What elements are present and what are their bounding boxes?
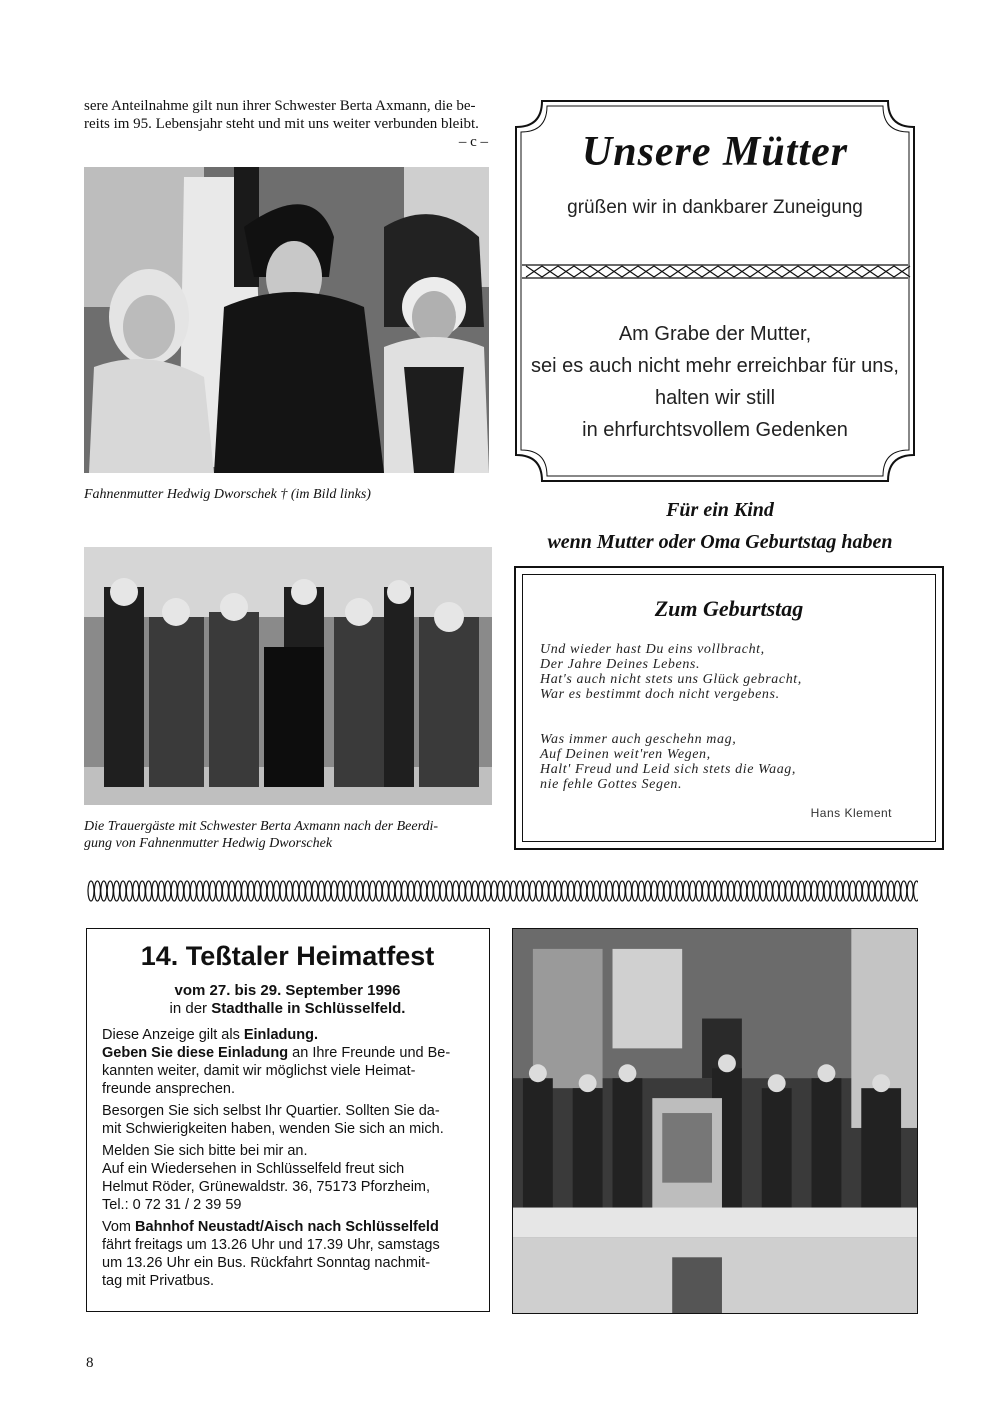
- spiral-loop: [709, 881, 715, 901]
- spiral-loop: [645, 881, 651, 901]
- spiral-loop: [862, 881, 868, 901]
- p4-line-2: Auf ein Wiedersehen in Schlüsselfeld freut sich: [102, 1161, 405, 1177]
- stanza1-line: War es bestimmt doch nicht vergebens.: [540, 687, 780, 702]
- spiral-loop: [536, 881, 542, 901]
- chain-link: [558, 266, 574, 277]
- spiral-loop: [824, 881, 830, 901]
- chain-link: [814, 266, 830, 277]
- spiral-loop: [286, 881, 292, 901]
- intro-text: [84, 97, 492, 151]
- spiral-loop: [498, 881, 504, 901]
- spiral-loop: [382, 881, 388, 901]
- spiral-loop: [453, 881, 459, 901]
- mothers-subtitle: grüßen wir in dankbarer Zuneigung: [567, 197, 863, 218]
- spiral-loop: [651, 881, 657, 901]
- stanza2-line: Halt' Freud und Leid sich stets die Waag,: [540, 762, 796, 777]
- p5-prefix: Vom: [102, 1219, 136, 1235]
- spiral-loop: [786, 881, 792, 901]
- spiral-loop: [670, 881, 676, 901]
- p5-line-2: fährt freitags um 13.26 Uhr und 17.39 Uhr, samstags: [102, 1237, 440, 1253]
- spiral-loop: [766, 881, 772, 901]
- spiral-loop: [184, 881, 190, 901]
- stanza2-line: Was immer auch geschehn mag,: [540, 732, 737, 747]
- fest-body: [102, 1026, 482, 1290]
- p2-line-2: kannten weiter, damit wir möglichst viele Heimat-: [102, 1063, 416, 1079]
- spiral-loop: [216, 881, 222, 901]
- spiral-loop: [594, 881, 600, 901]
- spiral-loop: [363, 881, 369, 901]
- spiral-loop: [741, 881, 747, 901]
- p3-line-2: mit Schwierigkeiten haben, wenden Sie sich an mich.: [102, 1121, 444, 1137]
- spiral-loop: [818, 881, 824, 901]
- spiral-loop: [747, 881, 753, 901]
- child-heading-line-1: Für ein Kind: [666, 499, 774, 521]
- birthday-stanza-2: [540, 732, 940, 792]
- spiral-loop: [101, 881, 107, 901]
- spiral-loop: [702, 881, 708, 901]
- spiral-loop: [427, 881, 433, 901]
- fest-title: 14. Teßtaler Heimatfest: [140, 941, 435, 971]
- spiral-loop: [267, 881, 273, 901]
- chain-link: [590, 266, 606, 277]
- spiral-loop: [869, 881, 875, 901]
- spiral-loop: [434, 881, 440, 901]
- spiral-loop: [178, 881, 184, 901]
- verse-line: in ehrfurchtsvollem Gedenken: [582, 419, 848, 441]
- chain-link: [654, 266, 670, 277]
- spiral-loop: [562, 881, 568, 901]
- fest-paragraph-5: [102, 1218, 482, 1290]
- p2-bold: Geben Sie diese Einladung: [102, 1045, 289, 1061]
- verse-line: halten wir still: [654, 387, 776, 409]
- spiral-loop: [306, 881, 312, 901]
- spiral-loop: [197, 881, 203, 901]
- spiral-loop: [389, 881, 395, 901]
- spiral-loop: [312, 881, 318, 901]
- spiral-loop: [146, 881, 152, 901]
- spiral-loop: [485, 881, 491, 901]
- p4-line-1: Melden Sie sich bitte bei mir an.: [102, 1143, 308, 1159]
- spiral-loop: [120, 881, 126, 901]
- author-signature: – c –: [458, 134, 488, 150]
- chain-link: [526, 266, 542, 277]
- chain-link: [670, 266, 686, 277]
- stanza1-line: Der Jahre Deines Lebens.: [540, 657, 701, 672]
- spiral-loop: [222, 881, 228, 901]
- p1-prefix: Diese Anzeige gilt als: [102, 1027, 244, 1043]
- spiral-loop: [734, 881, 740, 901]
- spiral-loop: [779, 881, 785, 901]
- spiral-loop: [837, 881, 843, 901]
- spiral-loop: [805, 881, 811, 901]
- spiral-loop: [606, 881, 612, 901]
- spiral-loop: [133, 881, 139, 901]
- spiral-loop: [523, 881, 529, 901]
- fest-venue: [87, 1000, 488, 1017]
- spiral-loop: [274, 881, 280, 901]
- spiral-loop: [754, 881, 760, 901]
- spiral-loop: [165, 881, 171, 901]
- verse-line: Am Grabe der Mutter,: [618, 323, 812, 345]
- spiral-loop: [696, 881, 702, 901]
- spiral-loop: [549, 881, 555, 901]
- spiral-loop: [446, 881, 452, 901]
- p1-bold: Einladung.: [243, 1027, 318, 1043]
- spiral-loop: [792, 881, 798, 901]
- spiral-loop: [574, 881, 580, 901]
- fest-paragraph-3: [102, 1102, 482, 1138]
- spiral-loop: [830, 881, 836, 901]
- verse-line: sei es auch nicht mehr erreichbar für uns,: [531, 355, 899, 377]
- spiral-loop: [293, 881, 299, 901]
- spiral-loop: [773, 881, 779, 901]
- spiral-loop: [331, 881, 337, 901]
- p4-line-3: Helmut Röder, Grünewaldstr. 36, 75173 Pforzheim,: [102, 1179, 431, 1195]
- spiral-loop: [126, 881, 132, 901]
- spiral-loop: [261, 881, 267, 901]
- fest-paragraph-4: [102, 1142, 482, 1214]
- spiral-loop: [254, 881, 260, 901]
- spiral-loop: [229, 881, 235, 901]
- chain-link: [574, 266, 590, 277]
- spiral-loop: [658, 881, 664, 901]
- chain-link: [702, 266, 718, 277]
- spiral-loop: [190, 881, 196, 901]
- spiral-loop: [914, 881, 918, 901]
- spiral-loop: [114, 881, 120, 901]
- fest-paragraph-1: [102, 1026, 482, 1044]
- spiral-loop: [466, 881, 472, 901]
- chain-link: [686, 266, 702, 277]
- chain-link: [542, 266, 558, 277]
- spiral-loop: [242, 881, 248, 901]
- spiral-loop: [94, 881, 100, 901]
- photo-flag-bearers: [84, 167, 489, 473]
- spiral-loop: [600, 881, 606, 901]
- spiral-loop: [139, 881, 145, 901]
- intro-line-2: reits im 95. Lebensjahr steht und mit uns weiter verbunden bleibt.: [84, 116, 479, 132]
- birthday-stanza-1: [540, 642, 940, 702]
- p2-line-3: freunde ansprechen.: [102, 1081, 236, 1097]
- chain-link: [798, 266, 814, 277]
- chain-link: [766, 266, 782, 277]
- chain-link: [878, 266, 894, 277]
- spiral-loop: [581, 881, 587, 901]
- spiral-loop: [158, 881, 164, 901]
- spiral-loop: [376, 881, 382, 901]
- spiral-loop: [504, 881, 510, 901]
- spiral-loop: [882, 881, 888, 901]
- p4-line-4: Tel.: 0 72 31 / 2 39 59: [102, 1197, 242, 1213]
- chain-link: [782, 266, 798, 277]
- chain-link: [638, 266, 654, 277]
- spiral-loop: [248, 881, 254, 901]
- chain-link: [750, 266, 766, 277]
- spiral-loop: [626, 881, 632, 901]
- spiral-loop: [395, 881, 401, 901]
- chain-link: [862, 266, 878, 277]
- spiral-loop: [613, 881, 619, 901]
- stanza2-line: nie fehle Gottes Segen.: [540, 777, 683, 792]
- spiral-loop: [856, 881, 862, 901]
- spiral-loop: [491, 881, 497, 901]
- spiral-loop: [510, 881, 516, 901]
- chain-link: [622, 266, 638, 277]
- child-heading: [500, 494, 940, 558]
- spiral-loop: [760, 881, 766, 901]
- spiral-loop: [894, 881, 900, 901]
- p5-bold: Bahnhof Neustadt/Aisch nach Schlüsselfeld: [135, 1219, 439, 1235]
- chain-link: [894, 266, 910, 277]
- heimatfest-announcement-box: [86, 928, 490, 1312]
- chain-link: [718, 266, 734, 277]
- birthday-title: Zum Geburtstag: [654, 596, 804, 621]
- spiral-loop: [408, 881, 414, 901]
- fest-venue-name: Stadthalle in Schlüsselfeld.: [211, 1000, 406, 1017]
- spiral-loop: [325, 881, 331, 901]
- spiral-divider: [86, 878, 918, 904]
- spiral-loop: [888, 881, 894, 901]
- spiral-loop: [472, 881, 478, 901]
- spiral-loop: [107, 881, 113, 901]
- spiral-loop: [632, 881, 638, 901]
- photo-stage-event: [512, 928, 918, 1314]
- fest-dates: vom 27. bis 29. September 1996: [174, 982, 401, 999]
- p5-line-4: tag mit Privatbus.: [102, 1273, 215, 1289]
- photo2-caption: [84, 818, 504, 852]
- spiral-loop: [715, 881, 721, 901]
- photo2-caption-line-1: Die Trauergäste mit Schwester Berta Axmann nach der Beerdi-: [84, 819, 439, 834]
- spiral-loop: [722, 881, 728, 901]
- spiral-loop: [203, 881, 209, 901]
- stanza2-line: Auf Deinen weit'ren Wegen,: [540, 747, 711, 762]
- spiral-loop: [664, 881, 670, 901]
- spiral-loop: [728, 881, 734, 901]
- stanza1-line: Und wieder hast Du eins vollbracht,: [540, 642, 765, 657]
- fest-venue-prefix: in der: [169, 1000, 212, 1017]
- spiral-loop: [402, 881, 408, 901]
- spiral-loop: [850, 881, 856, 901]
- spiral-loop: [152, 881, 158, 901]
- spiral-loop: [357, 881, 363, 901]
- p2-rest: an Ihre Freunde und Be-: [288, 1045, 451, 1061]
- spiral-loop: [875, 881, 881, 901]
- photo1-caption: Fahnenmutter Hedwig Dworschek † (im Bild links): [84, 487, 371, 502]
- spiral-loop: [318, 881, 324, 901]
- spiral-loop: [235, 881, 241, 901]
- spiral-loop: [478, 881, 484, 901]
- spiral-loop: [811, 881, 817, 901]
- chain-link: [830, 266, 846, 277]
- spiral-loop: [530, 881, 536, 901]
- fest-paragraph-2: [102, 1044, 482, 1098]
- chain-link: [734, 266, 750, 277]
- photo2-caption-line-2: gung von Fahnenmutter Hedwig Dworschek: [84, 836, 333, 851]
- p3-line-1: Besorgen Sie sich selbst Ihr Quartier. Sollten Sie da-: [102, 1103, 440, 1119]
- spiral-loop: [88, 881, 94, 901]
- spiral-loop: [907, 881, 913, 901]
- spiral-loop: [638, 881, 644, 901]
- intro-line-1: sere Anteilnahme gilt nun ihrer Schwester Berta Axmann, die be-: [84, 98, 476, 114]
- spiral-loop: [350, 881, 356, 901]
- spiral-loop: [338, 881, 344, 901]
- spiral-loop: [542, 881, 548, 901]
- spiral-loop: [210, 881, 216, 901]
- chain-link: [606, 266, 622, 277]
- spiral-loop: [459, 881, 465, 901]
- mothers-verse: [512, 318, 918, 446]
- spiral-loop: [843, 881, 849, 901]
- photo-mourners: [84, 547, 492, 805]
- spiral-loop: [299, 881, 305, 901]
- spiral-loop: [901, 881, 907, 901]
- spiral-loop: [440, 881, 446, 901]
- mothers-title: Unsere Mütter: [581, 129, 849, 175]
- mothers-greeting-box: [512, 97, 918, 485]
- spiral-loop: [421, 881, 427, 901]
- chain-link: [846, 266, 862, 277]
- child-heading-line-2: wenn Mutter oder Oma Geburtstag haben: [547, 531, 893, 553]
- poem-author: Hans Klement: [810, 806, 892, 820]
- spiral-loop: [690, 881, 696, 901]
- spiral-loop: [683, 881, 689, 901]
- spiral-loop: [798, 881, 804, 901]
- spiral-loop: [568, 881, 574, 901]
- birthday-poem-box: [514, 566, 944, 850]
- spiral-loop: [517, 881, 523, 901]
- spiral-loop: [280, 881, 286, 901]
- spiral-loop: [344, 881, 350, 901]
- stanza1-line: Hat's auch nicht stets uns Glück gebracht,: [540, 672, 802, 687]
- spiral-loop: [171, 881, 177, 901]
- spiral-loop: [370, 881, 376, 901]
- spiral-loop: [587, 881, 593, 901]
- spiral-loop: [555, 881, 561, 901]
- spiral-loop: [619, 881, 625, 901]
- spiral-loop: [414, 881, 420, 901]
- p5-line-3: um 13.26 Uhr ein Bus. Rückfahrt Sonntag nachmit-: [102, 1255, 431, 1271]
- spiral-loop: [677, 881, 683, 901]
- page-number: 8: [86, 1355, 94, 1371]
